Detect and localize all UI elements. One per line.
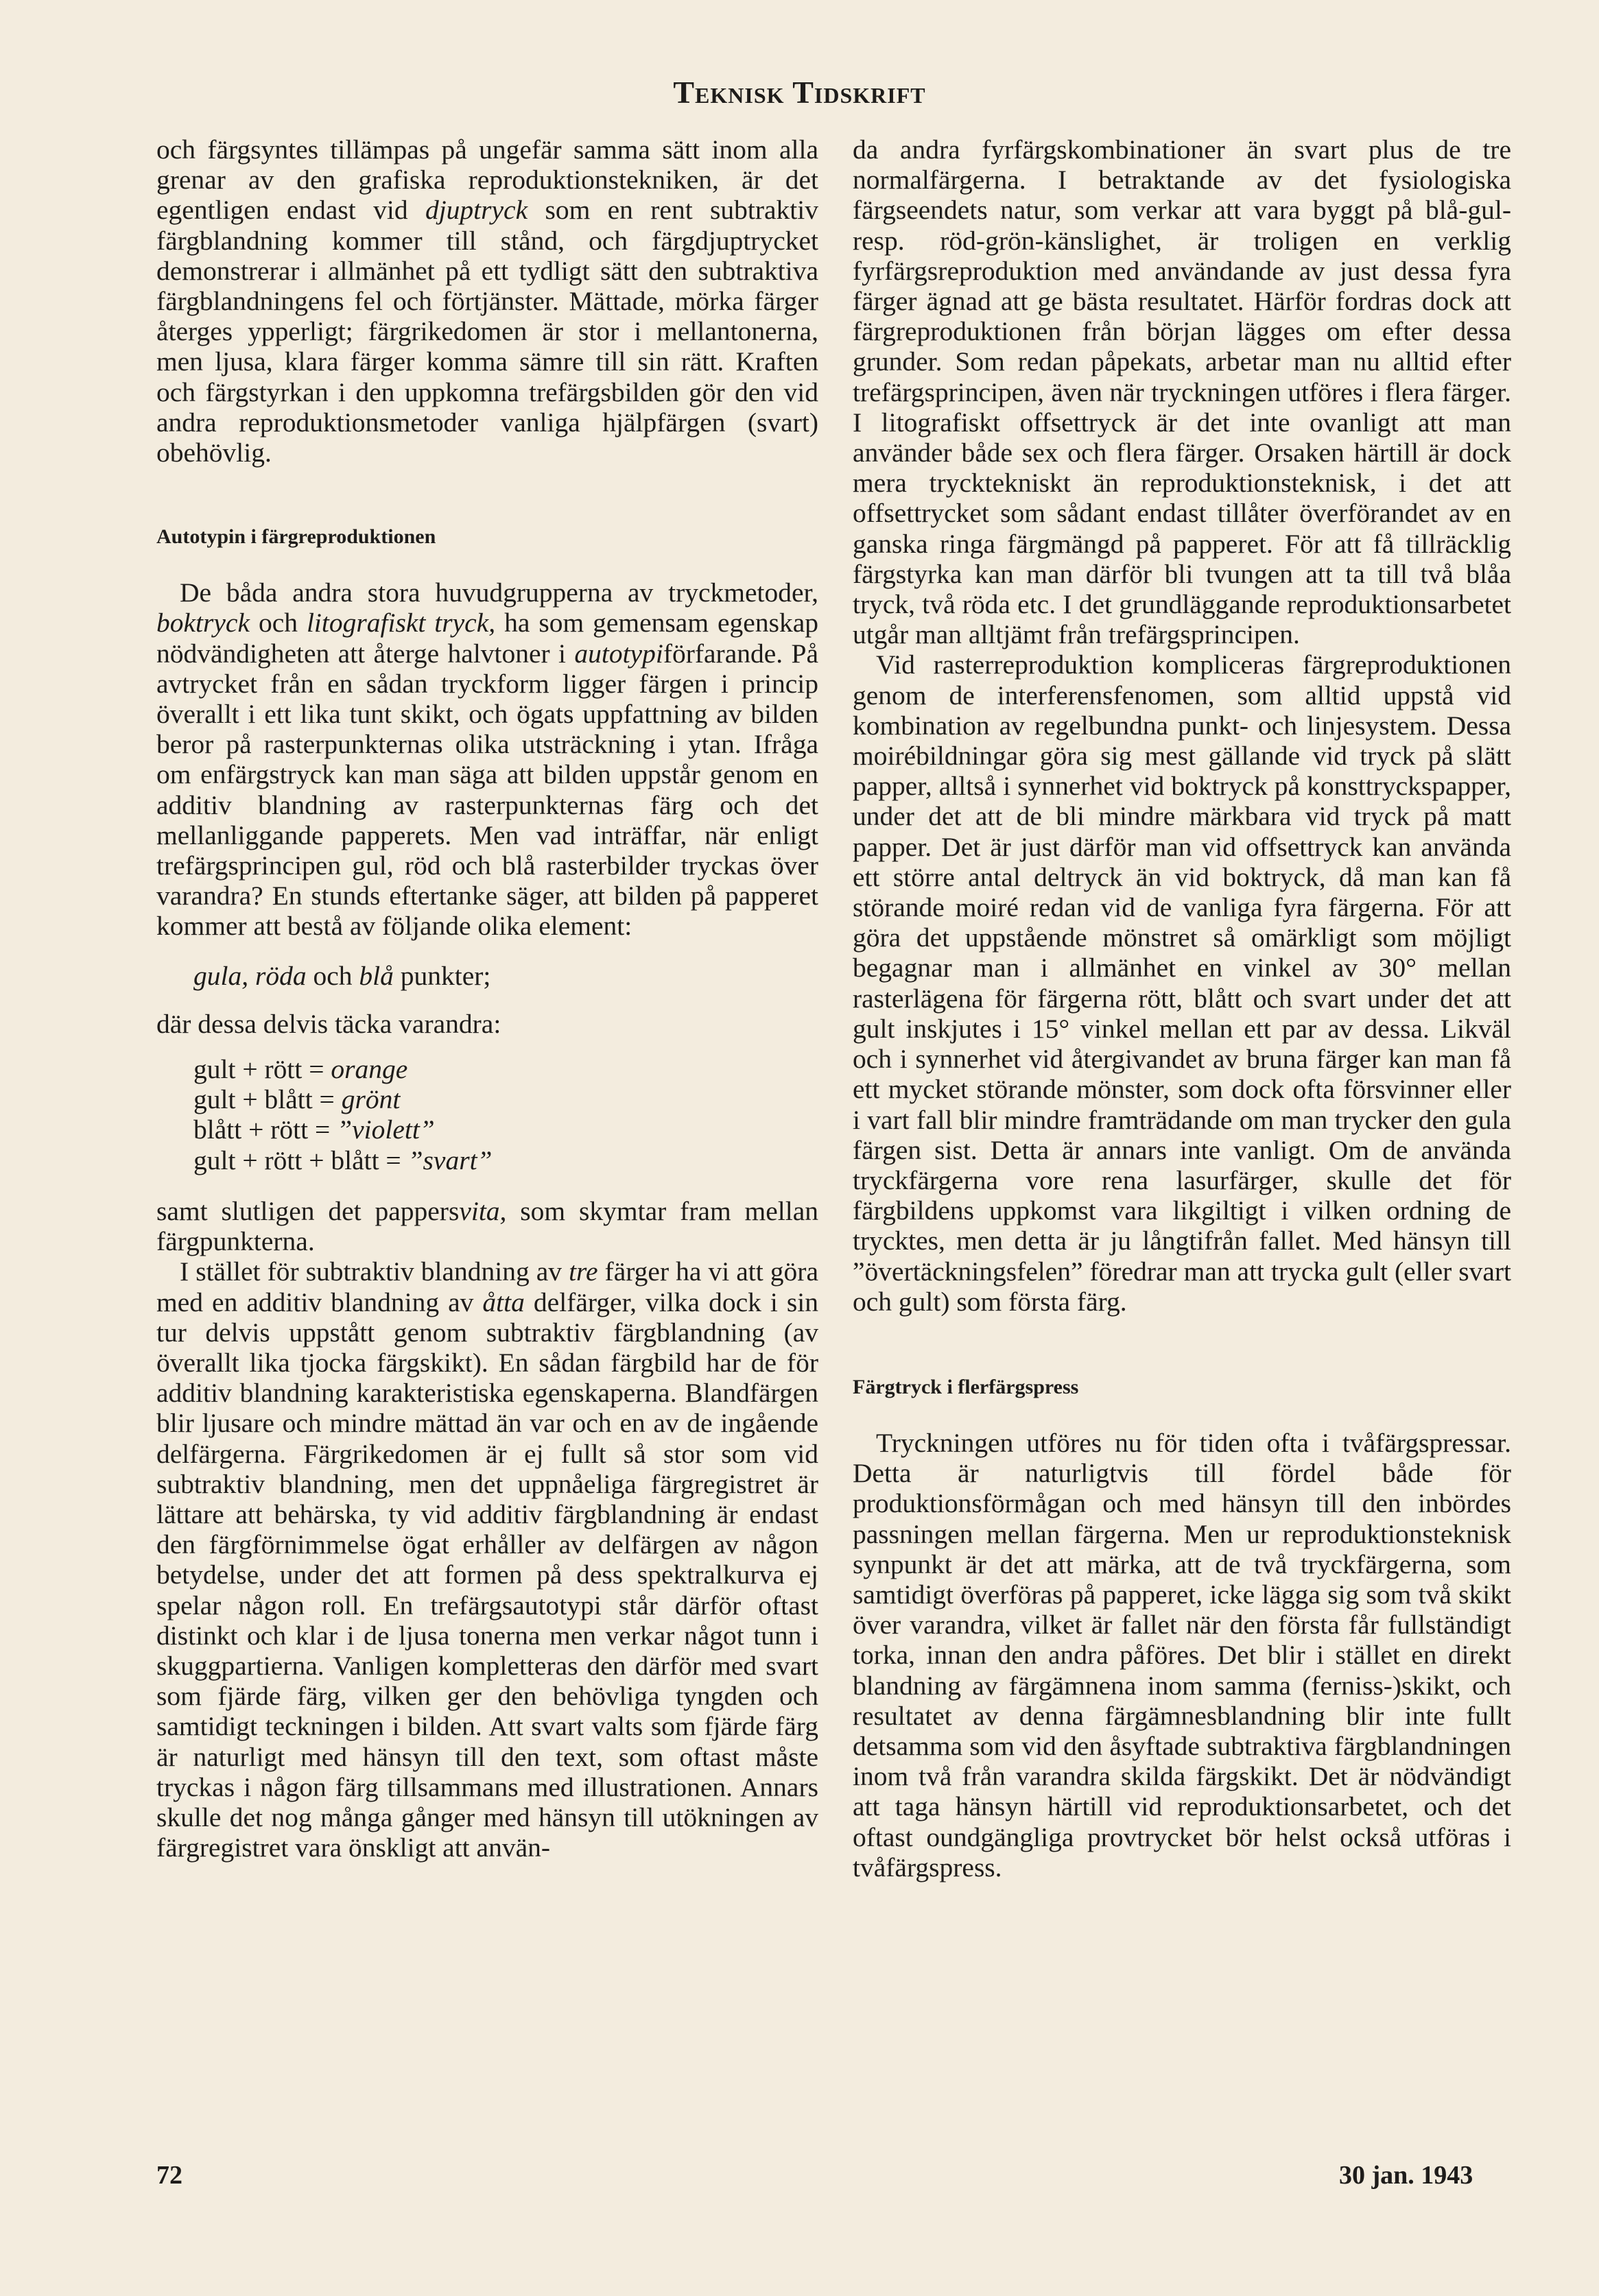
paragraph: Vid rasterreproduktion kompliceras färgreproduktionen genom de interferensfenomen, som alltid uppstå vid kombination av regelbundna punkt- och linjesystem. Dessa moirébildningar göra sig mest gällande vid tryck på slätt papper, alltså i synnerhet vid boktryck på konsttryckspapper, under det att de bli mindre märkbara vid tryck på matt papper. Det är just därför man vid offsettryck kan använda ett större antal deltryck än vid boktryck, då man kan få störande moiré redan vid de vanliga fyra färgerna. För att göra det uppstående mönstret så omärkligt som möjligt begagnar man i allmänhet en vinkel av 30° mellan rasterlägena för färgerna rött, blått och svart under det att gult inskjutes i 15° vinkel mellan ett par av dessa. Likväl och i synnerhet vid återgivandet av bruna färger kan man få ett mycket störande mönster, som dock ofta försvinner eller i vart fall blir mindre framträdande om man trycker den gula färgen sist. Detta är annars inte vanligt. Om de använda tryckfärgerna vore rena lasurfärger, skulle det för färgbildens uppkomst vara likgiltigt i vilken ordning de trycktes, men detta är ju långtifrån fallet. Med hänsyn till ”övertäckningsfelen” föredrar man att trycka gult (eller svart och gult) som första färg. [853,649,1511,1317]
right-column [853,134,1511,1882]
section-heading: Autotypin i färgreproduktionen [156,525,436,549]
equation: gult + rött + blått = ”svart” [193,1145,493,1175]
equation: gult + blått = grönt [193,1084,401,1115]
page-header: Teknisk Tidskrift [673,75,926,110]
left-column [156,134,818,1863]
issue-date: 30 jan. 1943 [1339,2161,1473,2190]
paragraph: De båda andra stora huvudgrupperna av tryckmetoder, boktryck och litografiskt tryck, ha som gemensam egenskap nödvändigheten att återge halvtoner i autotypiförfarande. På avtrycket från en sådan tryckform ligger färgen i princip överallt i ett lika tunt skikt, och ögats uppfattning av bilden beror på rasterpunkternas olika utsträckning i ytan. Ifråga om enfärgstryck kan man säga att bilden uppstår genom en additiv blandning av rasterpunkternas färg och det mellanliggande papperets. Men vad inträffar, när enligt trefärgsprincipen gul, röd och blå rasterbilder tryckas över varandra? En stunds eftertanke säger, att bilden på papperet kommer att bestå av följande olika element: [156,577,818,942]
page-number: 72 [156,2161,182,2190]
paragraph: I stället för subtraktiv blandning av tre färger ha vi att göra med en additiv blandning av åtta delfärger, vilka dock i sin tur delvis uppstått genom subtraktiv färgblandning (av överallt lika tjocka färgskikt). En sådan färgbild har de för additiv blandning karakteristiska egenskaperna. Blandfärgen blir ljusare och mindre mättad än var och en av de ingående delfärgerna. Färgrikedomen är ej fullt så stor som vid subtraktiv blandning, men det uppnåeliga färgregistret är lättare att behärska, ty vid additiv färgblandning är endast den färgförnimmelse ögat erhåller av delfärgen av någon betydelse, under det att formen på dess spektralkurva ej spelar någon roll. En trefärgsautotypi står därför oftast distinkt och klar i de ljusa tonerna men verkar något tunn i skuggpartierna. Vanligen kompletteras den därför med svart som fjärde färg, vilken ger den behövliga tyngden och samtidigt teckningen i bilden. Att svart valts som fjärde färg är naturligt med hänsyn till den text, som oftast måste tryckas i någon färg tillsammans med illustrationen. Annars skulle det nog många gånger med hänsyn till utökningen av färgregistret vara önskligt att använ- [156,1256,818,1863]
paragraph: da andra fyrfärgskombinationer än svart plus de tre normalfärgerna. I betraktande av det fysiologiska färgseendets natur, som verkar att vara byggt på blå-gul- resp. röd-grön-känslighet, är troligen en verklig fyrfärgsreproduktion med användande av just dessa fyra färger ägnad att ge bästa resultatet. Härför fordras dock att färgreproduktionen från början lägges om efter dessa grunder. Som redan påpekats, arbetar man nu alltid efter trefärgsprincipen, även när tryckningen utföres i flera färger. I litografiskt offsettryck är det inte ovanligt att man använder både sex och flera färger. Orsaken härtill är dock mera trycktekniskt än reproduktionsteknisk, i det att offsettrycket som sådant endast tillåter överförandet av en ganska ringa färgmängd på papperet. För att få tillräcklig färgstyrka kan man därför bli tvungen att ta till två blåa tryck, två röda etc. I det grundläggande reproduktionsarbetet utgår man alltjämt från trefärgsprincipen. [853,134,1511,650]
paragraph: samt slutligen det pappersvita, som skymtar fram mellan färgpunkterna. [156,1195,819,1257]
section-heading: Färgtryck i flerfärgspress [853,1375,1079,1398]
equation: gult + rött = orange [193,1054,408,1085]
paragraph: och färgsyntes tillämpas på ungefär samma sätt inom alla grenar av den grafiska reproduktionstekniken, är det egentligen endast vid djuptryck som en rent subtraktiv färgblandning kommer till stånd, och färgdjuptrycket demonstrerar i allmänhet på ett tydligt sätt den subtraktiva färgblandningens fel och förtjänster. Mättade, mörka färger återges ypperligt; färgrikedomen är stor i mellantonerna, men ljusa, klara färger komma sämre till sin rätt. Kraften och färgstyrkan i den uppkomna trefärgsbilden gör den vid andra reproduktionsmetoder vanliga hjälpfärgen (svart) obehövlig. [156,134,818,468]
paragraph: Tryckningen utföres nu för tiden ofta i tvåfärgspressar. Detta är naturligtvis till fördel både för produktionsförmågan och med hänsyn till den inbördes passningen mellan färgerna. Men ur reproduktionsteknisk synpunkt är det att märka, att de två tryckfärgerna, som samtidigt överföras på papperet, icke lägga sig som två skikt över varandra, vilket är fallet när den första får fullständigt torka, innan den andra påföres. Det blir i stället en direkt blandning av färgämnena inom samma (ferniss-)skikt, och resultatet av denna färgämnesblandning blir inte fullt detsamma som vid den åsyftade subtraktiva färgblandningen inom två från varandra skilda färgskikt. Det är nödvändigt att taga hänsyn härtill vid reproduktionsarbetet, och det oftast oundgängliga provtrycket bör helst också utföras i tvåfärgspress. [853,1427,1511,1882]
paragraph: där dessa delvis täcka varandra: [156,1008,501,1039]
color-equations [193,1054,818,1175]
points-line: gula, röda och blå punkter; [193,960,491,991]
equation: blått + rött = ”violett” [193,1114,435,1145]
